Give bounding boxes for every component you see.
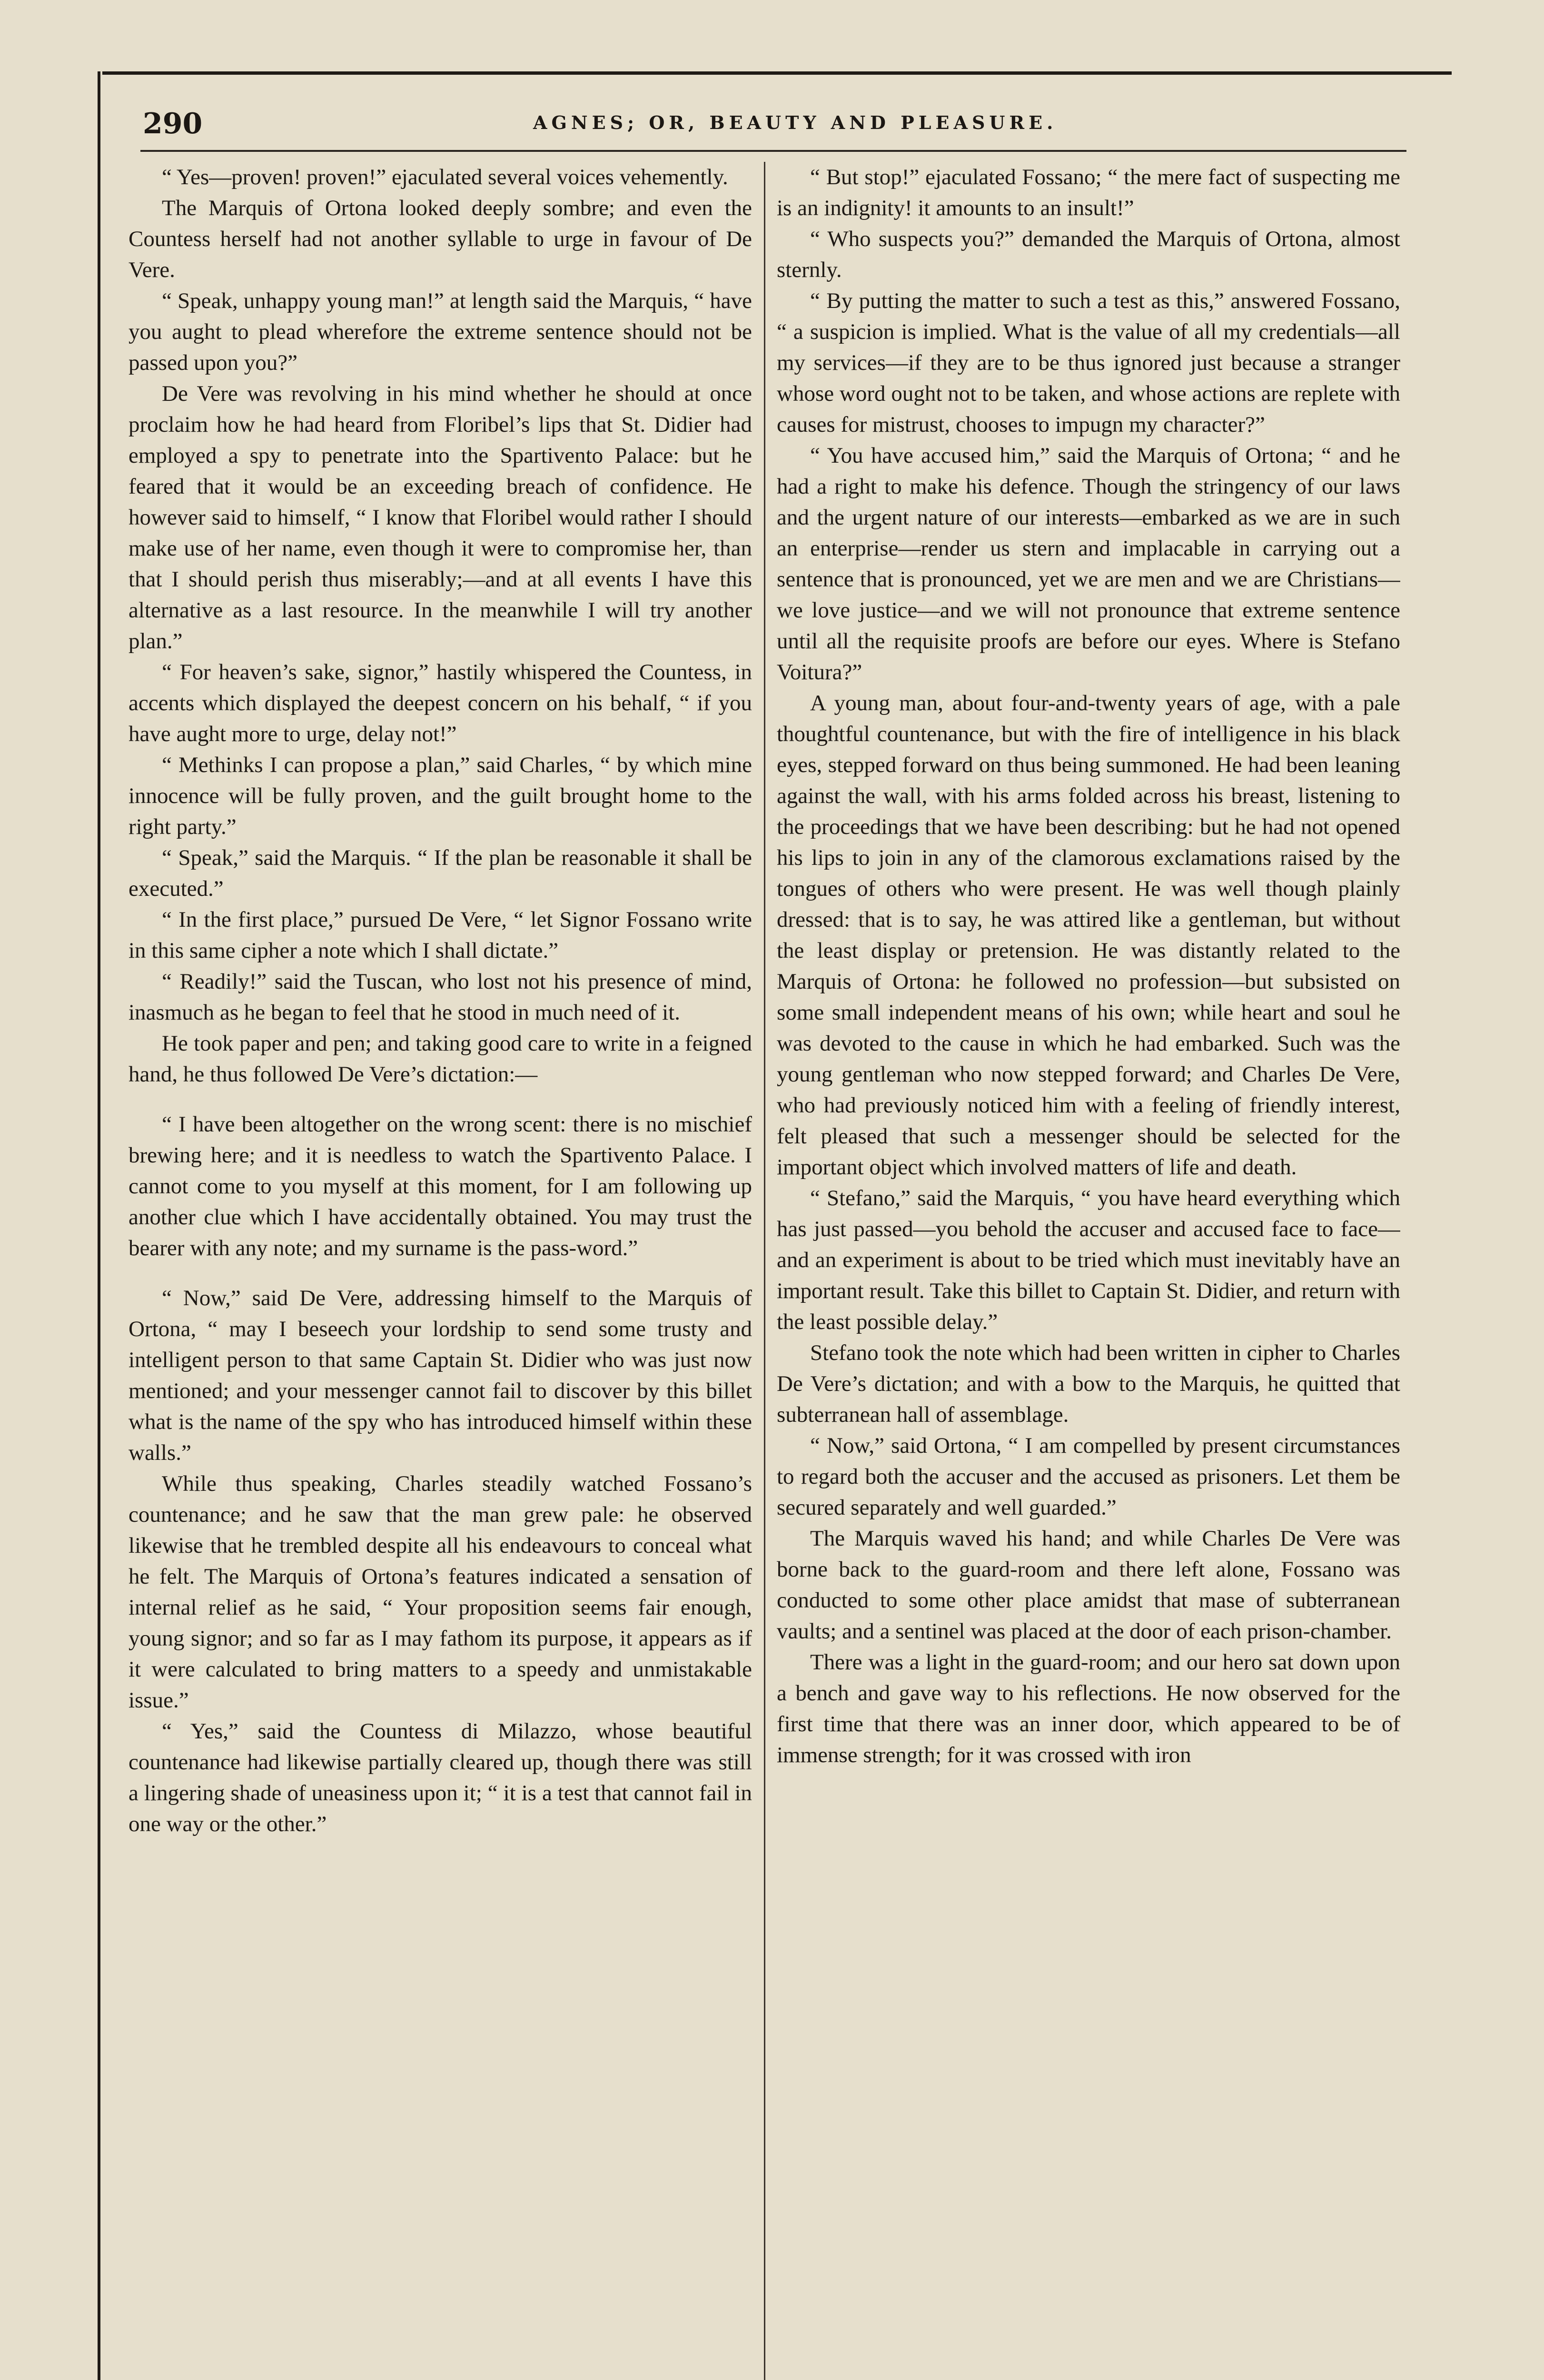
paragraph: “ Yes—proven! proven!” ejaculated several voices vehemently. (162, 165, 728, 189)
paragraph: A young man, about four-and-twenty years of age, with a pale thoughtful countenance, but with the fire of intelligence in his black eyes, stepped forward on thus being summoned. He had been leaning against the wall, with his arms folded across his breast, listening to the proceedings that we have been describing: but he had not opened his lips to join in any of the clamorous exclamations raised by the tongues of others who were present. He was well though plainly dressed: that is to say, he was attired like a gentleman, but without the least display or pretension. He was distantly related to the Marquis of Ortona: he followed no profession—but subsisted on some small independent means of his own; while heart and soul he was devoted to the cause in which he had embarked. Such was the young gentleman who now stepped forward; and Charles De Vere, who had previously noticed him with a feeling of friendly interest, felt pleased that such a messenger should be selected for the important object which involved matters of life and death. (777, 691, 1400, 1180)
column-divider (764, 162, 765, 2380)
paragraph: The Marquis waved his hand; and while Charles De Vere was borne back to the guard-room and there left alone, Fossano was conducted to some other place amidst that mase of subterranean vaults; and a sentinel was placed at the door of each prison-chamber. (777, 1526, 1400, 1644)
paragraph: “ Now,” said De Vere, addressing himself to the Marquis of Ortona, “ may I beseech your lordship to send some trusty and intelligent person to that same Captain St. Didier who was just now mentioned; and your messenger cannot fail to discover by this billet what is the name of the spy who has introduced himself within these walls.” (129, 1286, 752, 1465)
running-head: AGNES; OR, BEAUTY AND PLEASURE. (533, 112, 1058, 133)
paragraph: While thus speaking, Charles steadily watched Fossano’s countenance; and he saw that the man grew pale: he observed likewise that he trembled despite all his endeavours to conceal what he felt. The Marquis of Ortona’s features indicated a sensation of internal relief as he said, “ Your proposition seems fair enough, young signor; and so far as I may fathom its purpose, it appears as if it were calculated to bring matters to a speedy and unmistakable issue.” (129, 1471, 752, 1713)
paragraph: “ Who suspects you?” demanded the Marquis of Ortona, almost sternly. (777, 227, 1400, 282)
paragraph: “ You have accused him,” said the Marquis of Ortona; “ and he had a right to make his defence. Though the stringency of our laws and the urgent nature of our interests—embarked as we are in such an enterprise—render us stern and implacable in carrying out a sentence that is pronounced, yet we are men and we are Christians—we love justice—and we will not pronounce that extreme sentence until all the requisite proofs are before our eyes. Where is Stefano Voitura?” (777, 443, 1400, 684)
paragraph: “ Readily!” said the Tuscan, who lost not his presence of mind, inasmuch as he began to feel that he stood in much need of it. (129, 969, 752, 1025)
paragraph: “ For heaven’s sake, signor,” hastily whispered the Countess, in accents which displayed the deepest concern on his behalf, “ if you have aught more to urge, delay not!” (129, 660, 752, 746)
paragraph: “ By putting the matter to such a test as this,” answered Fossano, “ a suspicion is implied. What is the value of all my credentials—all my services—if they are to be thus ignored just because a stranger whose word ought not to be taken, and whose actions are replete with causes for mistrust, chooses to impugn my character?” (777, 288, 1400, 437)
page-number: 290 (143, 107, 203, 140)
paragraph: “ But stop!” ejaculated Fossano; “ the mere fact of suspecting me is an indignity! it amounts to an insult!” (777, 165, 1400, 220)
left-column (129, 162, 752, 2380)
paragraph: He took paper and pen; and taking good care to write in a feigned hand, he thus followed De Vere’s dictation:— (129, 1031, 752, 1087)
frame-top-rule (102, 71, 1452, 75)
paragraph: “ Speak, unhappy young man!” at length said the Marquis, “ have you aught to plead wherefore the extreme sentence should not be passed upon you?” (129, 288, 752, 375)
paragraph: “ Speak,” said the Marquis. “ If the plan be reasonable it shall be executed.” (129, 845, 752, 901)
paragraph: “ Yes,” said the Countess di Milazzo, whose beautiful countenance had likewise partially cleared up, though there was still a lingering shade of uneasiness upon it; “ it is a test that cannot fail in one way or the other.” (129, 1719, 752, 1836)
paragraph: De Vere was revolving in his mind whether he should at once proclaim how he had heard from Floribel’s lips that St. Didier had employed a spy to penetrate into the Spartivento Palace: but he feared that it would be an exceeding breach of confidence. He however said to himself, “ I know that Floribel would rather I should make use of her name, even though it were to compromise her, than that I should perish thus miserably;—and at all events I have this alternative as a last resource. In the meanwhile I will try another plan.” (129, 381, 752, 654)
paragraph: The Marquis of Ortona looked deeply sombre; and even the Countess herself had not another syllable to urge in favour of De Vere. (129, 196, 752, 282)
paragraph: “ Stefano,” said the Marquis, “ you have heard everything which has just passed—you behold the accuser and accused face to face—and an experiment is about to be tried which must inevitably have an important result. Take this billet to Captain St. Didier, and return with the least possible delay.” (777, 1186, 1400, 1334)
paragraph: “ In the first place,” pursued De Vere, “ let Signor Fossano write in this same cipher a note which I shall dictate.” (129, 907, 752, 963)
right-column (777, 162, 1400, 2380)
frame-left-rule (98, 71, 100, 2380)
cipher-note-text: “ I have been altogether on the wrong scent: there is no mischief brewing here; and it is needless to watch the Spartivento Palace. I cannot come to you myself at this moment, for I am following up another clue which I have accidentally obtained. You may trust the bearer with any note; and my surname is the pass-word.” (129, 1112, 752, 1260)
paragraph: “ Now,” said Ortona, “ I am compelled by present circumstances to regard both the accuser and the accused as prisoners. Let them be secured separately and well guarded.” (777, 1433, 1400, 1520)
paragraph: “ Methinks I can propose a plan,” said Charles, “ by which mine innocence will be fully proven, and the guilt brought home to the right party.” (129, 753, 752, 839)
paragraph: There was a light in the guard-room; and our hero sat down upon a bench and gave way to his reflections. He now observed for the first time that there was an inner door, which appeared to be of immense strength; for it was crossed with iron (777, 1650, 1400, 1767)
header-rule (140, 150, 1406, 152)
paragraph: Stefano took the note which had been written in cipher to Charles De Vere’s dictation; and with a bow to the Marquis, he quitted that subterranean hall of assemblage. (777, 1340, 1400, 1427)
